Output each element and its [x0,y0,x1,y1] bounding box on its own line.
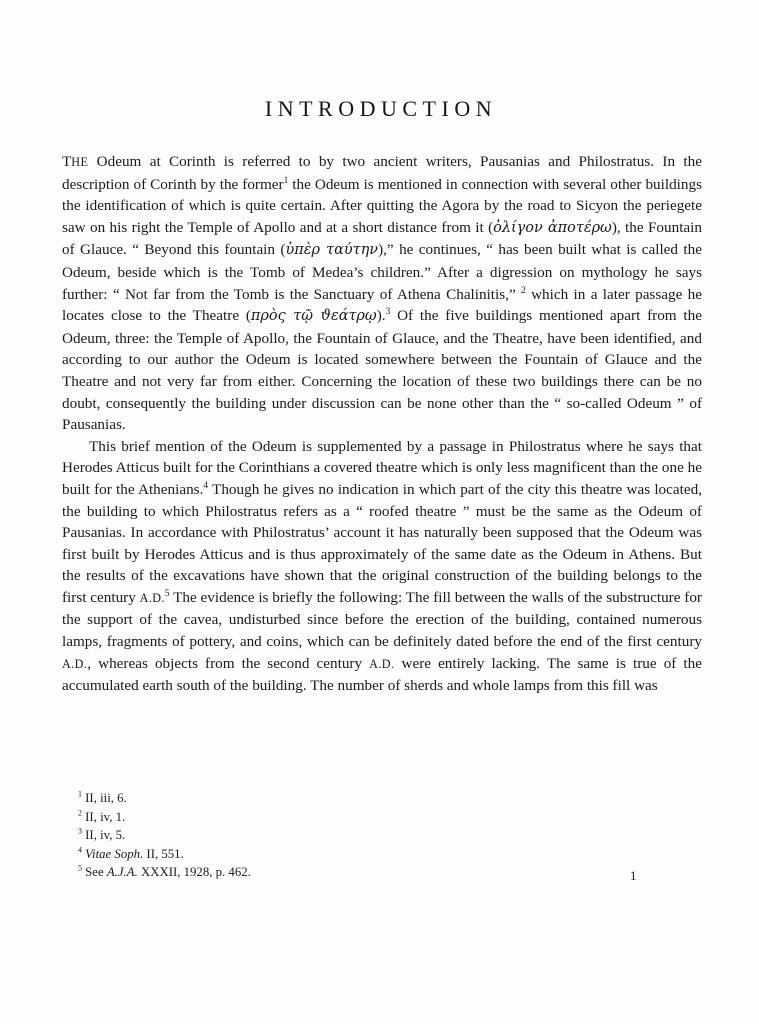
footnote: $^3$ II, iv, 5. [78,826,126,843]
footnote: $^4$ Vitae Soph. II, 551. [78,845,184,861]
page-number: 1 [630,868,637,883]
body-paragraph: THE Odeum at Corinth is referred to by two ancient writers, Pausanias and Philostratus. In the description of Corinth by the former$^1$ the Odeum is mentioned in connection with several other buildings the identification of which is quite certain. After quitting the Agora by the road to Sicyon the periegete saw on his right the Temple of Apollo and at a short distance from it (ὀλίγον ἀποτέρω), the Fountain of Glauce. “ Beyond this fountain (ὑπὲρ ταύτην),” he continues, “ has been built what is called the Odeum, beside which is the Tomb of Medea’s children.” After a digression on mythology he says further: “ Not far from the Tomb is the Sanctuary of Athena Chalinitis,” $^2$ which in a later passage he locates close to the Theatre (πρὸς τῷ ϑεάτρῳ).$^3$ Of the five buildings mentioned apart from the Odeum, three: the Temple of Apollo, the Fountain of Glauce, and the Theatre, have been identified, and according to our author the Odeum is located somewhere between the Fountain of Glauce and the Theatre and not very far from either. Concerning the location of these two buildings there can be no doubt, consequently the building under discussion can be none other than the “ so-called Odeum ” of Pausanias. [62,153,703,434]
footnote: $^2$ II, iv, 1. [78,808,126,824]
footnote: $^5$ See A.J.A. XXXII, 1928, p. 462. [78,864,251,880]
body-text [62,151,702,697]
page-title: INTRODUCTION [264,96,498,121]
footnotes [78,789,698,882]
footnote: $^1$ II, iii, 6. [78,789,127,805]
body-paragraph: This brief mention of the Odeum is supplemented by a passage in Philostratus where he says that Herodes Atticus built for the Corinthians a covered theatre which is only less magnificent than the one he built for the Athenians.$^4$ Though he gives no indication in which part of the city this theatre was located, the building to which Philostratus refers as a “ roofed theatre ” must be the same as the Odeum of Pausanias. In accordance with Philostratus’ account it has naturally been supposed that the Odeum was first built by Herodes Atticus and is thus approximately of the same date as the Odeum in Athens. But the results of the excavations have shown that the original construction of the building belongs to the first century A.D.$^5$ The evidence is briefly the following: The fill between the walls of the substructure for the support of the cavea, undisturbed since before the erection of the building, contained numerous lamps, fragments of pottery, and coins, which can be definitely dated before the end of the first century A.D., whereas objects from the second century A.D. were entirely lacking. The same is true of the accumulated earth south of the building. The number of sherds and whole lamps from this fill was [62,437,702,695]
